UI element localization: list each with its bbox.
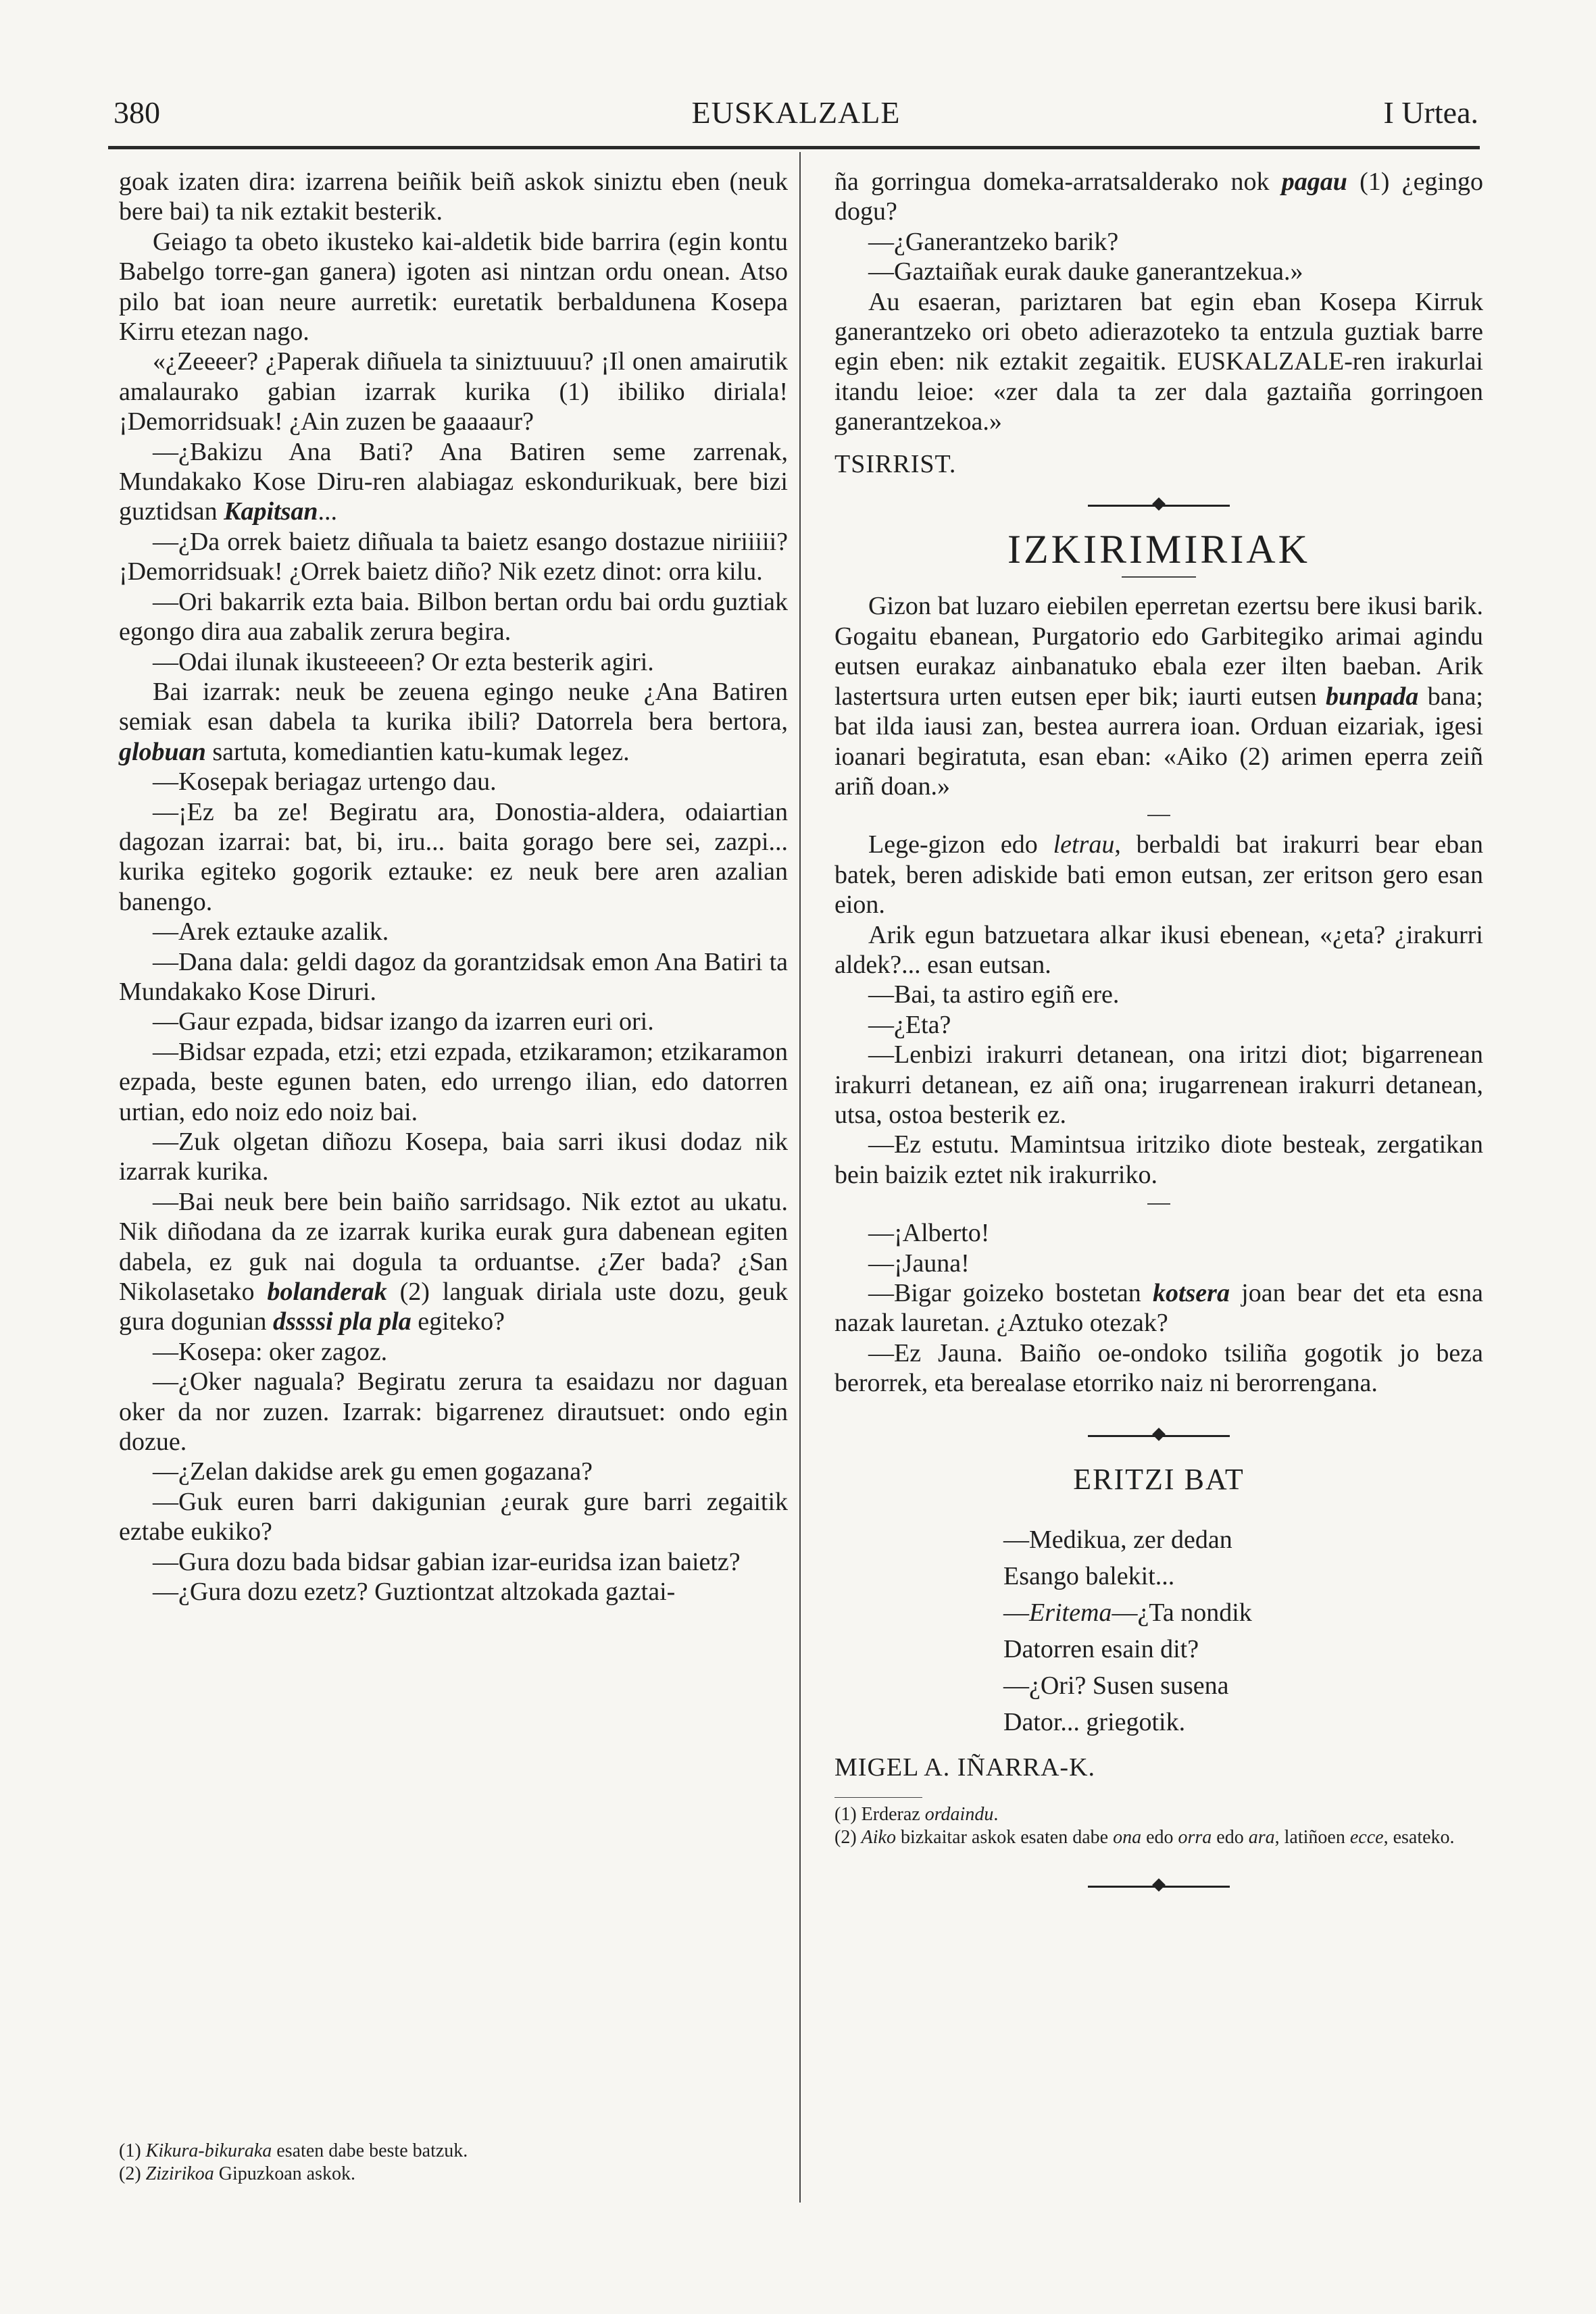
paragraph [119, 437, 788, 527]
paragraph: «¿Zeeeer? ¿Paperak diñuela ta siniztuuuu? ¡Il onen amairutik amalaurako gabian izarrak kurika (1) ibiliko diriala! ¡Demorridsuak! ¿Ain zuzen be gaaaaur? [119, 347, 788, 436]
poem-line: —¿Ori? Susen susena [1003, 1671, 1229, 1701]
title-rule [1122, 576, 1196, 578]
italic-term: Zizirikoa [145, 2163, 214, 2184]
paragraph: —¿Ganerantzeko barik? [868, 227, 1119, 256]
footnote [119, 2163, 788, 2186]
italic-term: ara [1248, 1827, 1275, 1848]
italic-term: orra [1178, 1827, 1212, 1848]
text-run: sartuta, komediantien katu-kumak legez. [205, 737, 630, 766]
text-run: , esateko. [1383, 1827, 1455, 1848]
paragraph: —Bidsar ezpada, etzi; etzi ezpada, etzikaramon; etzikaramon ezpada, beste egunen baten, edo urrengo ilian, edo datorren urtian, edo noiz edo noiz bai. [119, 1037, 788, 1126]
paragraph: —¡Ez ba ze! Begiratu ara, Donostia-aldera, odaiartian dagozan izarrai: bat, bi, iru... baita gorago bere sei, zazpi... kurika egiteko gogorik eztauke: ez neuk bere aren azalian banengo. [119, 797, 788, 916]
poem-line [1003, 1594, 1483, 1631]
text-run: (1) ¿egingo dogu? [834, 168, 1483, 226]
section-ornament [834, 1426, 1483, 1446]
footnote-number: (2) [834, 1827, 857, 1848]
paragraph: —Gaztaiñak eurak dauke ganerantzekua.» [868, 257, 1303, 286]
paragraph: goak izaten dira: izarrena beiñik beiñ askok siniztu eben (neuk bere bai) ta nik eztakit besterik. [119, 168, 788, 226]
paragraph: —Zuk olgetan diñozu Kosepa, baia sarri ikusi dodaz nik izarrak kurika. [119, 1128, 788, 1186]
italic-term: Kapitsan [224, 497, 318, 526]
footnote [119, 2140, 788, 2163]
italic-term: globuan [119, 737, 206, 766]
paragraph [834, 1278, 1483, 1338]
footnote-number: (2) [119, 2163, 141, 2184]
left-footnotes [119, 2140, 788, 2186]
paragraph: Geiago ta obeto ikusteko kai-aldetik bide barrira (egin kontu Babelgo torre-gan ganera) igoten asi nintzan ordu onean. Atso pilo bat ioan neure aurretik: euretatik berbaldunena Kosepa Kirru etezan nago. [119, 227, 788, 347]
section-title: IZKIRIMIRIAK [1007, 527, 1310, 572]
paragraph: —Dana dala: geldi dagoz da gorantzidsak emon Ana Batiri ta Mundakako Kose Diruri. [119, 947, 788, 1006]
paragraph: —¿Zelan dakidse arek gu emen gogazana? [153, 1457, 593, 1486]
footnote [834, 1803, 1483, 1826]
header-rule [108, 146, 1480, 149]
left-column [119, 167, 788, 1607]
text-run: . [993, 1804, 999, 1826]
volume-label: I Urtea. [1383, 95, 1478, 130]
paragraph: —¿Gura dozu ezetz? Guztiontzat altzokada gaztai- [153, 1578, 676, 1607]
poem-line: —Medikua, zer dedan [1003, 1526, 1232, 1555]
text-run: (2) languak diriala uste dozu, geuk gura dogunian [119, 1278, 788, 1336]
paragraph: Au esaeran, pariztaren bat egin eban Kosepa Kirruk ganerantzeko ori obeto adierazoteko ta entzula guztiak barre egin eben: nik eztakit zegaitik. EUSKALZALE-ren irakurlai itandu leioe: «zer dala ta zer dala gaztaiña gorringoen ganerantzekoa.» [834, 287, 1483, 436]
paragraph [834, 591, 1483, 801]
paragraph: —Odai ilunak ikusteeeen? Or ezta besterik agiri. [153, 647, 654, 676]
paragraph: —Bai, ta astiro egiñ ere. [868, 980, 1120, 1009]
text-run: egiteko? [411, 1307, 505, 1336]
text-run: Gizon bat luzaro eiebilen eperretan ezertsu bere ikusi barik. Gogaitu ebanean, Purgatorio edo Garbitegiko arimai agindu eutsen eurakaz ainbanatuko ebala ezer ilten baeban. Arik lastertsura urten eutsen eper bik; iaurti eutsen [834, 592, 1483, 711]
text-run: — [1003, 1599, 1029, 1628]
right-footnotes [834, 1803, 1483, 1849]
text-run: Lege-gizon edo [868, 830, 1053, 859]
paragraph [834, 167, 1483, 227]
italic-term: bunpada [1326, 682, 1419, 711]
text-run: edo [1212, 1827, 1249, 1848]
text-run: —Bigar goizeko bostetan [868, 1279, 1153, 1307]
section-ornament [834, 1876, 1483, 1896]
poem-line: Dator... griegotik. [1003, 1708, 1186, 1737]
text-run: Bai izarrak: neuk be zeuena egingo neuke ¿Ana Batiren semiak esan dabela ta kurika ibili? Datorrela bera bertora, [119, 677, 788, 736]
italic-term: kotsera [1152, 1279, 1230, 1307]
column-divider [799, 152, 801, 2203]
italic-term: pagau [1281, 168, 1347, 196]
poem-line: Esango balekit... [1003, 1562, 1175, 1591]
text-run: edo [1141, 1827, 1178, 1848]
paragraph: —Ez Jauna. Baiño oe-ondoko tsiliña gogotik jo beza berorrek, eta berealase etorriko naiz ni berorrengana. [834, 1338, 1483, 1398]
text-run: ... [318, 497, 338, 526]
text-run: bana; bat ilda iausi zan, bestea aurrera ioan. Orduan eizariak, igesi ioanari begiratuta, esan eban: «Aiko (2) arimen eperra zeiñ ariñ doan.» [834, 682, 1483, 801]
paragraph [119, 1187, 788, 1337]
signature: TSIRRIST. [834, 449, 957, 478]
italic-term: ecce [1349, 1827, 1384, 1848]
text-run: esaten dabe beste batzuk. [272, 2140, 468, 2161]
separator-dash [1147, 815, 1170, 816]
paragraph: —Ez estutu. Mamintsua iritziko diote besteak, zergatikan bein baizik eztet nik irakurriko. [834, 1130, 1483, 1189]
paragraph: —¡Jauna! [868, 1249, 970, 1278]
paragraph: —¿Oker naguala? Begiratu zerura ta esaidazu nor daguan oker da nor zuzen. Izarrak: bigarrenez dirautsuet: ondo egin dozue. [119, 1367, 788, 1457]
text-run: ña gorringua domeka-arratsalderako nok [834, 168, 1282, 196]
text-run: , berbaldi bat irakurri bear eban batek, beren adiskide bati emon eutsan, zer eritson gero esan eion. [834, 830, 1483, 920]
italic-term: ordaindu [924, 1804, 994, 1826]
paragraph: —¡Alberto! [868, 1219, 990, 1248]
italic-term: letrau [1053, 830, 1115, 859]
text-run: —Bai neuk bere bein baiño sarridsago. Nik eztot au ukatu. Nik diñodana da ze izarrak kurika eurak gura dabenean egiten dabela, ez guk nai dogula ta orduantse. ¿Zer bada? ¿San Nikolasetako [119, 1187, 788, 1307]
paragraph [834, 830, 1483, 920]
paragraph [119, 677, 788, 767]
page-number: 380 [114, 95, 160, 130]
footnote-number: (1) [119, 2140, 141, 2161]
paragraph: —Arek eztauke azalik. [153, 917, 389, 947]
italic-term: ona [1113, 1827, 1142, 1848]
paragraph: —Guk euren barri dakigunian ¿eurak gure barri zegaitik eztabe eukiko? [119, 1487, 788, 1546]
poem-line: Datorren esain dit? [1003, 1635, 1199, 1664]
footnote [834, 1826, 1483, 1849]
footnote-rule [834, 1797, 922, 1798]
italic-term: Aiko [861, 1827, 896, 1848]
italic-term: Eritema [1029, 1599, 1112, 1628]
paragraph: —Ori bakarrik ezta baia. Bilbon bertan ordu bai ordu guztiak egongo dira aua zabalik zerura begira. [119, 587, 788, 647]
text-run: Erderaz [856, 1804, 925, 1826]
text-run: —¿Bakizu Ana Bati? Ana Batiren seme zarrenak, Mundakako Kose Diru-ren alabiagaz eskondurikuak, bere bizi guztidsan [119, 437, 788, 526]
text-run: , latiñoen [1274, 1827, 1350, 1848]
section-ornament [834, 495, 1483, 515]
paragraph: Arik egun batzuetara alkar ikusi ebenean, «¿eta? ¿irakurri aldek?... esan eutsan. [834, 920, 1483, 979]
right-column [834, 167, 1483, 1915]
paragraph: —Kosepa: oker zagoz. [153, 1337, 388, 1366]
paragraph: —Gaur ezpada, bidsar izango da izarren euri ori. [153, 1007, 654, 1036]
text-run: joan bear det eta esna nazak lauretan. ¿Aztuko otezak? [834, 1279, 1483, 1338]
signature: MIGEL A. IÑARRA-K. [834, 1753, 1096, 1782]
text-run: Gipuzkoan askok. [214, 2163, 355, 2184]
paragraph: —¿Da orrek baietz diñuala ta baietz esango dostazue niriiiii? ¡Demorridsuak! ¿Orrek baietz diño? Nik ezetz dinot: orra kilu. [119, 527, 788, 586]
footnote-number: (1) [834, 1804, 857, 1826]
text-run: bizkaitar askok esaten dabe [895, 1827, 1114, 1848]
paragraph: —Lenbizi irakurri detanean, ona iritzi diot; bigarrenean irakurri detanean, ez aiñ ona; irugarrenean irakurri detanean, utsa, ostoa besterik ez. [834, 1040, 1483, 1129]
paragraph: —Kosepak beriagaz urtengo dau. [153, 768, 497, 797]
poem [1003, 1521, 1483, 1740]
italic-term: Kikura-bikuraka [145, 2140, 272, 2161]
italic-term: bolanderak [267, 1278, 387, 1307]
separator-dash [1147, 1203, 1170, 1205]
page-header [114, 95, 1478, 142]
section-subtitle: ERITZI BAT [1073, 1462, 1245, 1496]
italic-term: dssssi pla pla [272, 1307, 412, 1336]
journal-title: EUSKALZALE [691, 95, 901, 130]
paragraph: —¿Eta? [868, 1010, 951, 1039]
text-run: —¿Ta nondik [1112, 1599, 1252, 1628]
paragraph: —Gura dozu bada bidsar gabian izar-euridsa izan baietz? [153, 1547, 741, 1576]
